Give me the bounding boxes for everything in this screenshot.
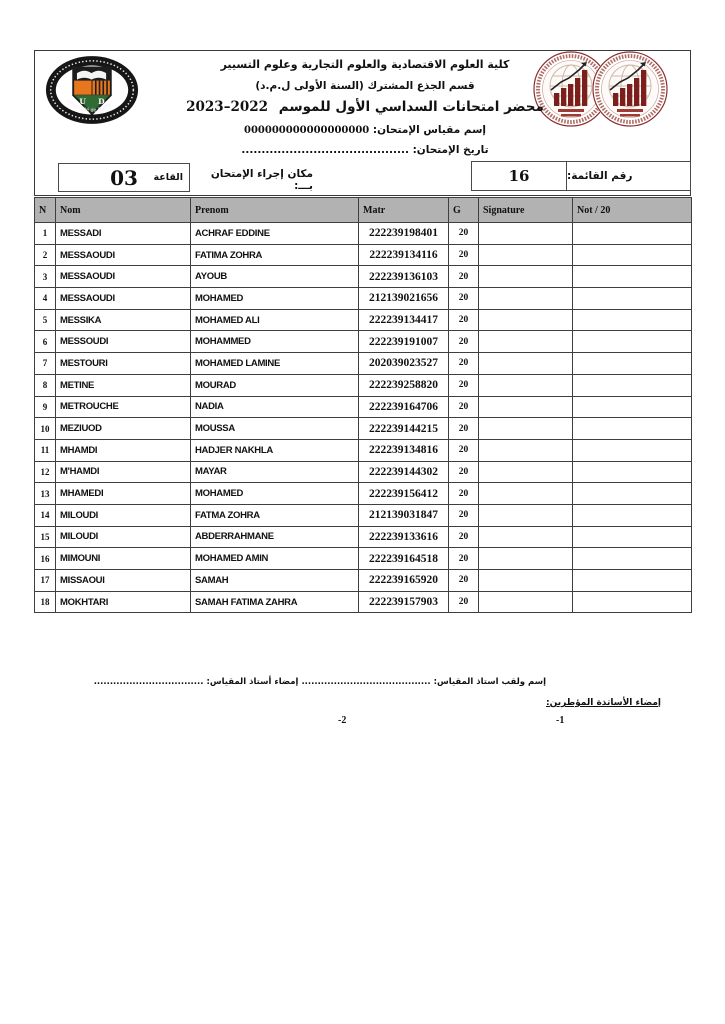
university-logo-icon (45, 55, 139, 125)
cell-g: 20 (449, 439, 479, 461)
list-number-label: رقم القائمة: (567, 170, 633, 182)
cell-n: 16 (35, 548, 56, 570)
cell-signature (479, 526, 573, 548)
cell-matr: 222239164706 (359, 396, 449, 418)
cell-nom: MESSAOUDI (56, 244, 191, 266)
cell-prenom: SAMAH FATIMA ZAHRA (191, 591, 359, 613)
supervisor-item-2: -2 (338, 715, 347, 726)
cell-n: 12 (35, 461, 56, 483)
cell-prenom: MOUSSA (191, 418, 359, 440)
room-label: القاعة (153, 172, 183, 183)
cell-prenom: ABDERRAHMANE (191, 526, 359, 548)
cell-nom: METROUCHE (56, 396, 191, 418)
cell-signature (479, 288, 573, 310)
cell-prenom: MOHAMMED (191, 331, 359, 353)
supervisor-item-1: -1 (556, 715, 565, 726)
cell-signature (479, 396, 573, 418)
cell-nom: METINE (56, 374, 191, 396)
cell-prenom: MOHAMED (191, 288, 359, 310)
table-row (35, 353, 692, 375)
exam-subject-value: 000000000000000000 (243, 125, 370, 136)
cell-matr: 222239258820 (359, 374, 449, 396)
cell-nom: MESSIKA (56, 309, 191, 331)
cell-n: 18 (35, 591, 56, 613)
cell-matr: 222239134816 (359, 439, 449, 461)
cell-g: 20 (449, 223, 479, 245)
cell-matr: 222239134116 (359, 244, 449, 266)
students-table (34, 197, 692, 613)
cell-note (573, 353, 692, 375)
cell-nom: MESSOUDI (56, 331, 191, 353)
table-row (35, 461, 692, 483)
cell-n: 14 (35, 504, 56, 526)
cell-g: 20 (449, 483, 479, 505)
cell-prenom: MOHAMED (191, 483, 359, 505)
cell-n: 10 (35, 418, 56, 440)
cell-note (573, 570, 692, 592)
prof-name-dots: ........................................ (301, 677, 431, 687)
cell-n: 1 (35, 223, 56, 245)
cell-n: 8 (35, 374, 56, 396)
cell-prenom: SAMAH (191, 570, 359, 592)
cell-matr: 222239165920 (359, 570, 449, 592)
cell-signature (479, 548, 573, 570)
season-years: 2022–2023 (186, 99, 269, 115)
table-row (35, 418, 692, 440)
exam-date-label: تاريخ الإمتحان: (412, 144, 489, 156)
cell-note (573, 483, 692, 505)
cell-signature (479, 439, 573, 461)
exam-subject-line (145, 124, 585, 136)
cell-prenom: MOHAMED LAMINE (191, 353, 359, 375)
cell-nom: MILOUDI (56, 526, 191, 548)
cell-note (573, 548, 692, 570)
cell-nom: MILOUDI (56, 504, 191, 526)
table-row (35, 223, 692, 245)
cell-n: 7 (35, 353, 56, 375)
room-box (58, 163, 190, 192)
cell-g: 20 (449, 331, 479, 353)
cell-n: 2 (35, 244, 56, 266)
cell-prenom: NADIA (191, 396, 359, 418)
cell-nom: MESTOURI (56, 353, 191, 375)
cell-prenom: MOHAMED AMIN (191, 548, 359, 570)
cell-note (573, 591, 692, 613)
cell-g: 20 (449, 374, 479, 396)
cell-matr: 222239156412 (359, 483, 449, 505)
header-cell-nom: Nom (56, 198, 191, 223)
cell-note (573, 331, 692, 353)
cell-note (573, 418, 692, 440)
cell-note (573, 223, 692, 245)
list-number-value: 16 (472, 162, 567, 190)
table-row (35, 309, 692, 331)
cell-signature (479, 309, 573, 331)
cell-g: 20 (449, 548, 479, 570)
cell-n: 11 (35, 439, 56, 461)
cell-matr: 222239191007 (359, 331, 449, 353)
cell-signature (479, 418, 573, 440)
cell-g: 20 (449, 461, 479, 483)
cell-n: 4 (35, 288, 56, 310)
cell-matr: 222239144215 (359, 418, 449, 440)
header-cell-matr: Matr (359, 198, 449, 223)
cell-note (573, 288, 692, 310)
cell-n: 6 (35, 331, 56, 353)
cell-note (573, 439, 692, 461)
cell-nom: M'HAMDI (56, 461, 191, 483)
table-row (35, 439, 692, 461)
prof-sig-dots: .................................. (93, 677, 204, 687)
cell-g: 20 (449, 526, 479, 548)
cell-prenom: HADJER NAKHLA (191, 439, 359, 461)
table-header (35, 198, 692, 223)
cell-matr: 202039023527 (359, 353, 449, 375)
cell-matr: 222239157903 (359, 591, 449, 613)
professor-signature-line (93, 677, 546, 687)
table-row (35, 526, 692, 548)
supervisors-signature-label: إمضاء الأساتذة المؤطرين: (546, 698, 661, 708)
cell-signature (479, 461, 573, 483)
cell-note (573, 396, 692, 418)
exam-subject-label: إسم مقياس الإمتحان: (372, 124, 487, 136)
cell-prenom: FATIMA ZOHRA (191, 244, 359, 266)
cell-signature (479, 591, 573, 613)
cell-note (573, 461, 692, 483)
header-cell-signature: Signature (479, 198, 573, 223)
cell-n: 13 (35, 483, 56, 505)
cell-matr: 222239136103 (359, 266, 449, 288)
cell-note (573, 374, 692, 396)
cell-g: 20 (449, 266, 479, 288)
cell-signature (479, 353, 573, 375)
cell-matr: 222239133616 (359, 526, 449, 548)
cell-matr: 212139021656 (359, 288, 449, 310)
cell-nom: MEZIUOD (56, 418, 191, 440)
svg-text:U: U (79, 97, 86, 107)
cell-signature (479, 570, 573, 592)
cell-signature (479, 504, 573, 526)
cell-g: 20 (449, 418, 479, 440)
cell-prenom: AYOUB (191, 266, 359, 288)
table-row (35, 288, 692, 310)
document-title (145, 99, 585, 115)
cell-prenom: ACHRAF EDDINE (191, 223, 359, 245)
faculty-name: كلية العلوم الاقتصادية والعلوم التجارية وعلوم التسيير (220, 58, 510, 71)
cell-g: 20 (449, 570, 479, 592)
cell-n: 9 (35, 396, 56, 418)
header-cell-g: G (449, 198, 479, 223)
list-number-box (471, 161, 691, 191)
cell-g: 20 (449, 396, 479, 418)
document-title-text: محضر امتحانات السداسي الأول للموسم (278, 99, 544, 115)
table-row (35, 331, 692, 353)
table-row (35, 570, 692, 592)
cell-note (573, 266, 692, 288)
header-cell-note: Not / 20 (573, 198, 692, 223)
header-text (145, 55, 585, 156)
department-name: قسم الجذع المشترك (السنة الأولى ل.م.د) (255, 80, 475, 92)
header-cell-prenom: Prenom (191, 198, 359, 223)
cell-matr: 222239134417 (359, 309, 449, 331)
cell-note (573, 504, 692, 526)
table-row (35, 591, 692, 613)
table-row (35, 396, 692, 418)
cell-signature (479, 223, 573, 245)
students-table-body (35, 223, 692, 613)
cell-prenom: MOHAMED ALI (191, 309, 359, 331)
cell-g: 20 (449, 591, 479, 613)
cell-prenom: MAYAR (191, 461, 359, 483)
room-number: 03 (110, 165, 138, 190)
cell-g: 20 (449, 244, 479, 266)
cell-nom: MESSADI (56, 223, 191, 245)
cell-nom: MESSAOUDI (56, 266, 191, 288)
cell-signature (479, 266, 573, 288)
cell-n: 5 (35, 309, 56, 331)
table-row (35, 504, 692, 526)
prof-name-label: إسم ولقب استاذ المقياس: (433, 677, 546, 687)
exam-date-dots: .......................................... (241, 144, 409, 156)
cell-g: 20 (449, 309, 479, 331)
cell-note (573, 309, 692, 331)
cell-signature (479, 374, 573, 396)
cell-nom: MIMOUNI (56, 548, 191, 570)
table-row (35, 483, 692, 505)
cell-nom: MHAMEDI (56, 483, 191, 505)
table-row (35, 266, 692, 288)
cell-signature (479, 331, 573, 353)
cell-nom: MESSAOUDI (56, 288, 191, 310)
cell-prenom: FATMA ZOHRA (191, 504, 359, 526)
cell-g: 20 (449, 353, 479, 375)
cell-note (573, 526, 692, 548)
cell-nom: MOKHTARI (56, 591, 191, 613)
cell-signature (479, 483, 573, 505)
cell-nom: MHAMDI (56, 439, 191, 461)
cell-matr: 222239144302 (359, 461, 449, 483)
cell-g: 20 (449, 504, 479, 526)
cell-n: 17 (35, 570, 56, 592)
exam-date-line (145, 144, 585, 156)
cell-note (573, 244, 692, 266)
cell-n: 15 (35, 526, 56, 548)
cell-matr: 222239164518 (359, 548, 449, 570)
table-row (35, 548, 692, 570)
cell-nom: MISSAOUI (56, 570, 191, 592)
cell-n: 3 (35, 266, 56, 288)
cell-matr: 222239198401 (359, 223, 449, 245)
svg-text:D: D (98, 97, 105, 107)
header-cell-n: N (35, 198, 56, 223)
table-row (35, 374, 692, 396)
prof-sig-label: إمضاء أستاذ المقياس: (206, 677, 299, 687)
header-box (34, 50, 691, 196)
cell-matr: 212139031847 (359, 504, 449, 526)
cell-prenom: MOURAD (191, 374, 359, 396)
table-row (35, 244, 692, 266)
cell-signature (479, 244, 573, 266)
cell-g: 20 (449, 288, 479, 310)
svg-text:Université de Djelfa: Université de Djelfa (65, 98, 113, 114)
exam-place-label: مكان إجراء الإمتحان بـــ: (210, 168, 313, 192)
